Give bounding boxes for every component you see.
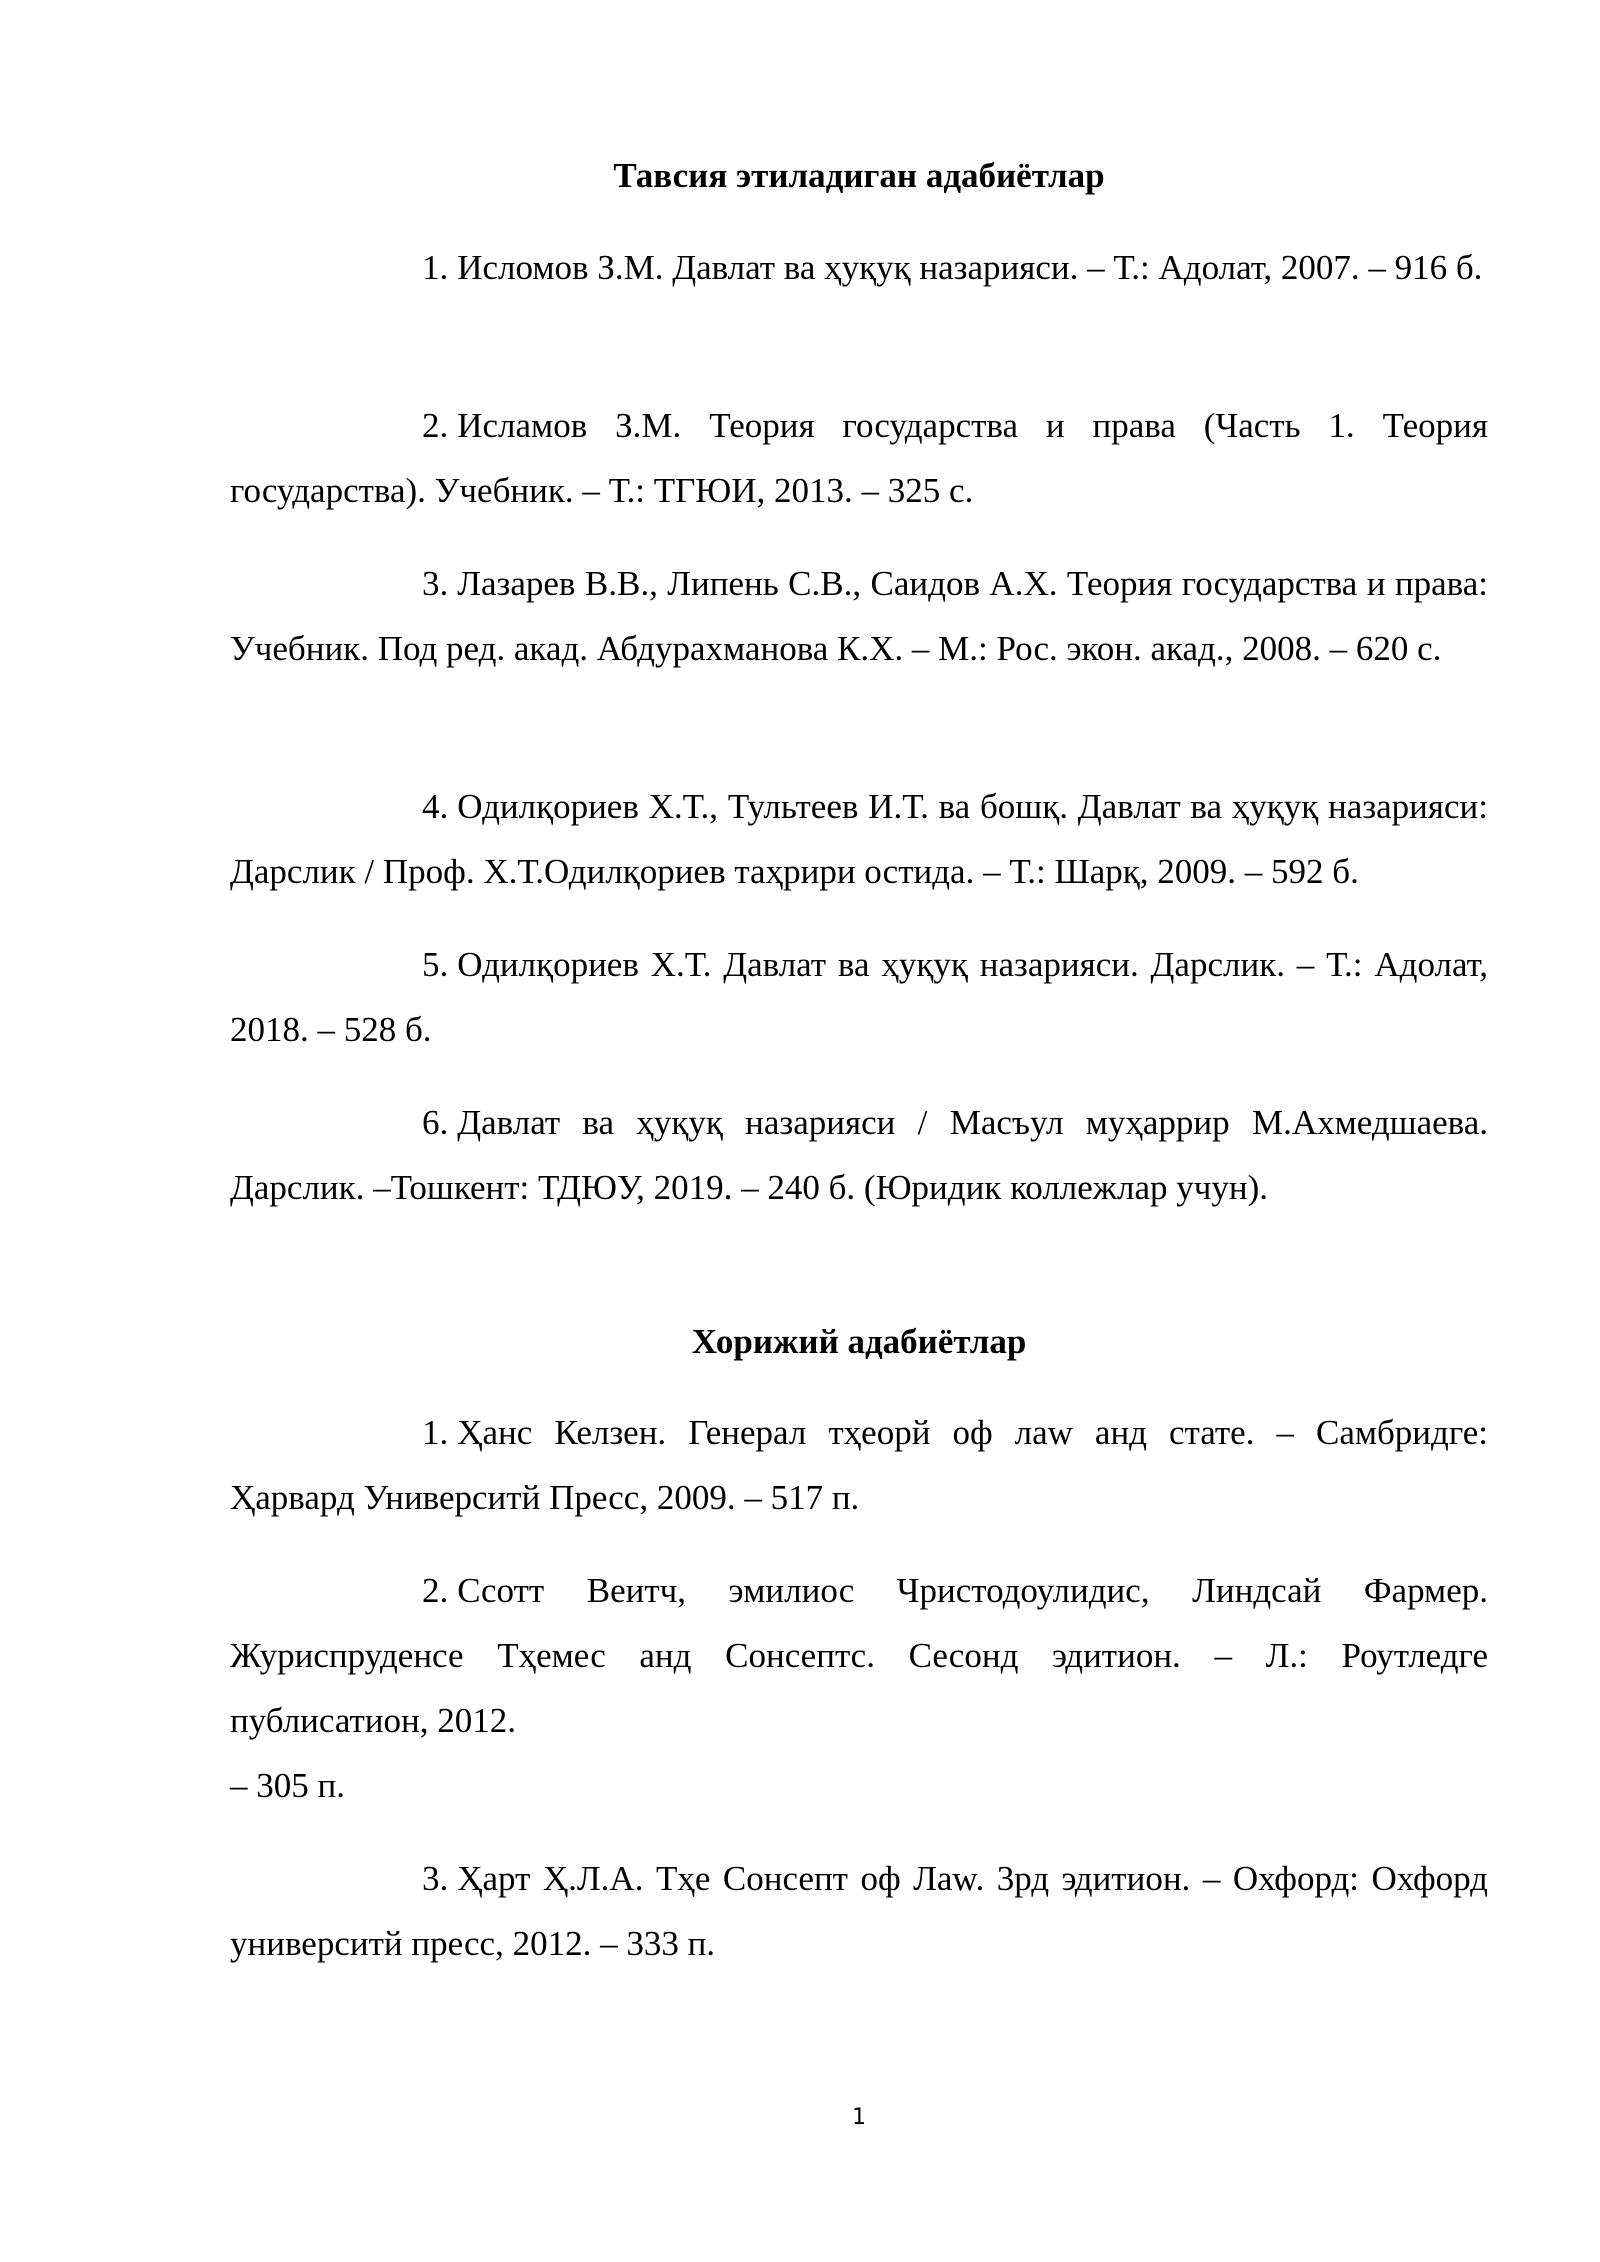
reference-text: Давлат ва ҳуқуқ назарияси / Масъул муҳаррир М.Ахмедшаева. Дарслик. –Тошкент: ТДЮУ, 2019. – 240 б. (Юридик коллежлар учун).: [230, 1103, 1488, 1207]
reference-number: 1.: [422, 1413, 449, 1452]
heading-recommended-literature: Тавсия этиладиган адабиётлар: [613, 156, 1105, 195]
reference-text-last-line: – 305 п.: [230, 1766, 345, 1805]
reference-text: Ҳанс Келзен. Генерал тҳеорй оф лаw анд стате. – Самбридге: Ҳарвард Университй Пресс, 2009. – 517 п.: [230, 1413, 1488, 1517]
reference-number: 4.: [422, 787, 449, 826]
reference-number: 2.: [422, 1571, 449, 1610]
document-page: [230, 0, 1488, 2262]
reference-text: Одилқориев Х.Т., Тультеев И.Т. ва бошқ. Давлат ва ҳуқуқ назарияси: Дарслик / Проф. Х.Т.Одилқориев таҳрири остида. – Т.: Шарқ, 2009. – 592 б.: [230, 787, 1488, 891]
reference-item-4: [230, 774, 1488, 904]
reference-text: Исломов З.М. Давлат ва ҳуқуқ назарияси. – Т.: Адолат, 2007. – 916 б.: [457, 248, 1483, 287]
reference-item-3: [230, 551, 1488, 681]
reference-number: 1.: [422, 248, 449, 287]
reference-text: Ҳарт Ҳ.Л.А. Тҳе Сонсепт оф Лаw. 3рд эдитион. – Охфорд: Охфорд университй пресс, 2012. – 333 п.: [230, 1859, 1488, 1963]
foreign-reference-item-2: [230, 1558, 1488, 1818]
reference-number: 3.: [422, 564, 449, 603]
reference-number: 3.: [422, 1859, 449, 1898]
reference-item-5: [230, 932, 1488, 1062]
foreign-reference-item-3: [230, 1846, 1488, 1976]
reference-item-6: [230, 1090, 1488, 1220]
reference-number: 6.: [422, 1103, 449, 1142]
reference-text: Одилқориев Х.Т. Давлат ва ҳуқуқ назарияси. Дарслик. – Т.: Адолат, 2018. – 528 б.: [230, 945, 1488, 1049]
reference-number: 2.: [422, 406, 449, 445]
reference-text: Исламов З.М. Теория государства и права (Часть 1. Теория государства). Учебник. – Т.: ТГЮИ, 2013. – 325 с.: [230, 406, 1488, 510]
page-number: 1: [852, 2105, 866, 2130]
reference-item-2: [230, 393, 1488, 523]
foreign-reference-item-1: [230, 1400, 1488, 1530]
reference-number: 5.: [422, 945, 449, 984]
heading-foreign-literature: Хорижий адабиётлар: [691, 1322, 1027, 1361]
reference-item-1: [230, 235, 1488, 300]
reference-text: Ссотт Веитч, эмилиос Чристодоулидис, Линдсай Фармер. Журиспруденсе Тҳемес анд Сонсептс. Сесонд эдитион. – Л.: Роутледге публисатион, 2012.: [230, 1571, 1488, 1740]
reference-text: Лазарев В.В., Липень С.В., Саидов А.Х. Теория государства и права: Учебник. Под ред. акад. Абдурахманова К.Х. – М.: Рос. экон. акад., 2008. – 620 с.: [230, 564, 1488, 668]
